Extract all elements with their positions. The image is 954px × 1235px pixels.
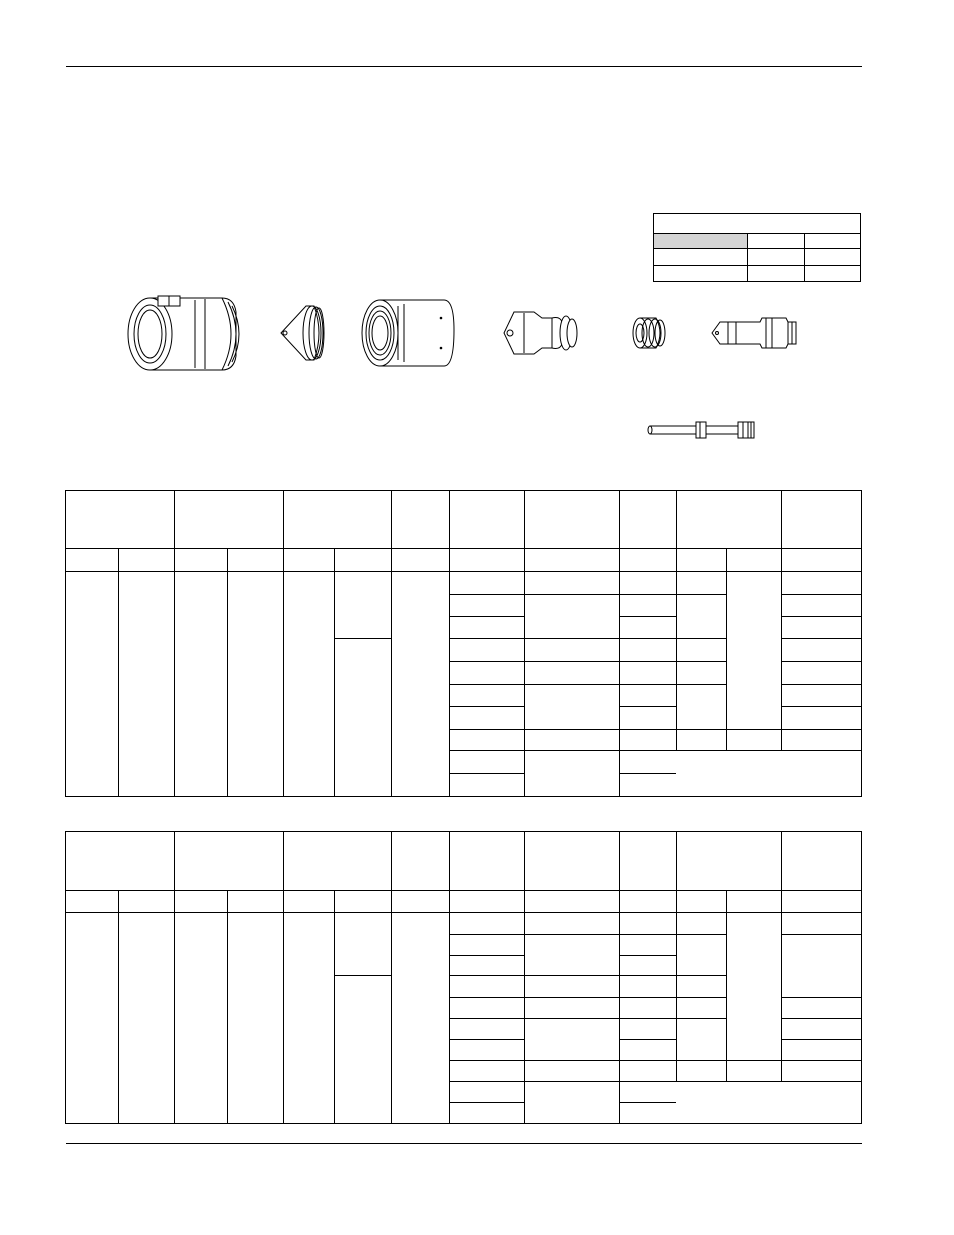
- electrode-icon: [712, 318, 796, 348]
- swirl-ring-icon: [633, 318, 665, 348]
- nozzle-icon: [504, 312, 577, 354]
- legend-table: [653, 213, 861, 282]
- table-2: [65, 831, 862, 1130]
- water-tube-icon: [648, 422, 754, 438]
- table-1: [65, 490, 862, 802]
- footer-rule: [66, 1143, 862, 1144]
- nozzle-cap-icon: [281, 306, 324, 360]
- header-rule: [66, 66, 862, 67]
- legend-header-cell: [654, 234, 747, 248]
- retaining-cap-icon: [362, 300, 454, 366]
- shield-icon: [128, 296, 239, 370]
- consumable-parts-illustration: [0, 280, 954, 460]
